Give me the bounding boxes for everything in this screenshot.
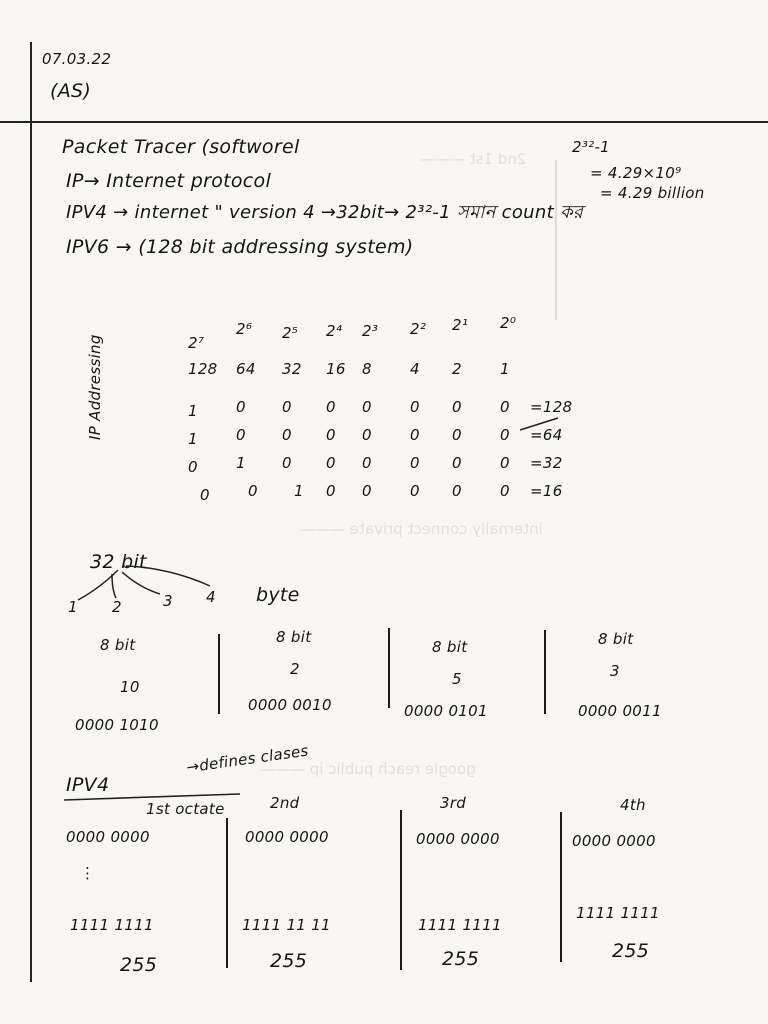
max-2: 255 xyxy=(270,950,308,972)
octet-3-binary: 0000 0101 xyxy=(404,702,488,720)
bleed-through: google reach public ip ——— xyxy=(260,760,476,778)
bit-cell: 0 xyxy=(326,398,336,416)
bit-cell: 0 xyxy=(326,454,336,472)
zeros-3: 0000 0000 xyxy=(416,830,500,848)
weight-label: 32 xyxy=(282,360,302,378)
header-4th: 4th xyxy=(620,796,646,814)
row-value: =64 xyxy=(530,426,563,444)
part-4: 4 xyxy=(206,588,216,606)
bit-cell: 0 xyxy=(410,426,420,444)
weight-label: 8 xyxy=(362,360,372,378)
part-3: 3 xyxy=(163,592,173,610)
bit-cell: 0 xyxy=(500,482,510,500)
octet-2-size: 8 bit xyxy=(276,628,312,646)
classes-arrow-text: →defines clases xyxy=(185,741,310,777)
power-label: 2⁴ xyxy=(326,322,343,340)
power-label: 2⁵ xyxy=(282,324,299,342)
max-4: 255 xyxy=(612,940,650,962)
header-1st: 1st octate xyxy=(146,800,225,818)
bit-cell: 1 xyxy=(294,482,304,500)
initials: (AS) xyxy=(50,80,92,102)
octet-2-decimal: 2 xyxy=(290,660,300,678)
bit-cell: 0 xyxy=(452,398,462,416)
octet-4-size: 8 bit xyxy=(598,630,634,648)
header-3rd: 3rd xyxy=(440,794,467,812)
date: 07.03.22 xyxy=(42,50,112,68)
bit-cell: 0 xyxy=(362,398,372,416)
ip-addressing-label: IP Addressing xyxy=(86,334,104,440)
bleed-through: internally connect private ——— xyxy=(300,520,543,538)
ones-3: 1111 1111 xyxy=(418,916,502,934)
octet-1-binary: 0000 1010 xyxy=(75,716,159,734)
octet-4-decimal: 3 xyxy=(610,662,620,680)
note-line-3: IPV4 → internet " version 4 →32bit→ 2³²-1 সমান count কর xyxy=(66,202,584,223)
max-1: 255 xyxy=(120,954,158,976)
bit-cell: 0 xyxy=(326,426,336,444)
weight-label: 16 xyxy=(326,360,346,378)
row-value: =16 xyxy=(530,482,563,500)
bit-cell: 0 xyxy=(326,482,336,500)
power-label: 2³ xyxy=(362,322,379,340)
octet-3-size: 8 bit xyxy=(432,638,468,656)
header-2nd: 2nd xyxy=(270,794,300,812)
part-1: 1 xyxy=(68,598,78,616)
bit-cell: 0 xyxy=(410,454,420,472)
bit-cell: 0 xyxy=(282,426,292,444)
bit-cell: 0 xyxy=(362,454,372,472)
bit-cell: 0 xyxy=(236,398,246,416)
bit-cell: 0 xyxy=(500,426,510,444)
octet-3-decimal: 5 xyxy=(452,670,462,688)
power-label: 2⁰ xyxy=(500,314,517,332)
bit-cell: 0 xyxy=(282,398,292,416)
part-2: 2 xyxy=(112,598,122,616)
bleed-through: 2nd 1st ——— xyxy=(420,150,527,168)
bit-cell: 0 xyxy=(500,454,510,472)
bit-cell: 1 xyxy=(236,454,246,472)
note-line-1: Packet Tracer (softworel xyxy=(62,136,300,158)
bit-cell: 0 xyxy=(362,482,372,500)
note-line-4: IPV6 → (128 bit addressing system) xyxy=(66,236,414,258)
ones-2: 1111 11 11 xyxy=(242,916,331,934)
side-calc-2: = 4.29×10⁹ xyxy=(590,164,682,182)
power-label: 2¹ xyxy=(452,316,469,334)
octet-2-binary: 0000 0010 xyxy=(248,696,332,714)
bit-cell: 0 xyxy=(452,426,462,444)
zeros-4: 0000 0000 xyxy=(572,832,656,850)
classes-title: IPV4 xyxy=(66,774,110,796)
bit-cell: 0 xyxy=(452,454,462,472)
bit-cell: 0 xyxy=(188,458,198,476)
zeros-1: 0000 0000 xyxy=(66,828,150,846)
weight-label: 2 xyxy=(452,360,462,378)
max-3: 255 xyxy=(442,948,480,970)
ones-1: 1111 1111 xyxy=(70,916,154,934)
octet-1-decimal: 10 xyxy=(120,678,140,696)
bit-cell: 1 xyxy=(188,430,198,448)
bit-cell: 0 xyxy=(282,454,292,472)
bit-cell: 0 xyxy=(410,482,420,500)
bit-cell: 0 xyxy=(500,398,510,416)
row-value: =32 xyxy=(530,454,563,472)
zeros-2: 0000 0000 xyxy=(245,828,329,846)
ones-4: 1111 1111 xyxy=(576,904,660,922)
weight-label: 1 xyxy=(500,360,510,378)
bit-cell: 0 xyxy=(452,482,462,500)
ellipsis: ⋮ xyxy=(80,864,96,882)
side-calc-3: = 4.29 billion xyxy=(600,184,705,202)
weight-label: 4 xyxy=(410,360,420,378)
weight-label: 64 xyxy=(236,360,256,378)
power-label: 2² xyxy=(410,320,427,338)
side-calc-1: 2³²-1 xyxy=(572,138,611,156)
bit-cell: 1 xyxy=(188,402,198,420)
bit-cell: 0 xyxy=(236,426,246,444)
bit-cell: 0 xyxy=(200,486,210,504)
power-label: 2⁶ xyxy=(236,320,253,338)
note-line-2: IP→ Internet protocol xyxy=(66,170,272,192)
bit-cell: 0 xyxy=(410,398,420,416)
bit-total: 32 bit xyxy=(90,551,147,573)
bit-cell: 0 xyxy=(362,426,372,444)
weight-label: 128 xyxy=(188,360,218,378)
power-label: 2⁷ xyxy=(188,334,205,352)
octet-1-size: 8 bit xyxy=(100,636,136,654)
byte-label: byte xyxy=(256,584,300,606)
bit-cell: 0 xyxy=(248,482,258,500)
octet-4-binary: 0000 0011 xyxy=(578,702,662,720)
row-value: =128 xyxy=(530,398,573,416)
